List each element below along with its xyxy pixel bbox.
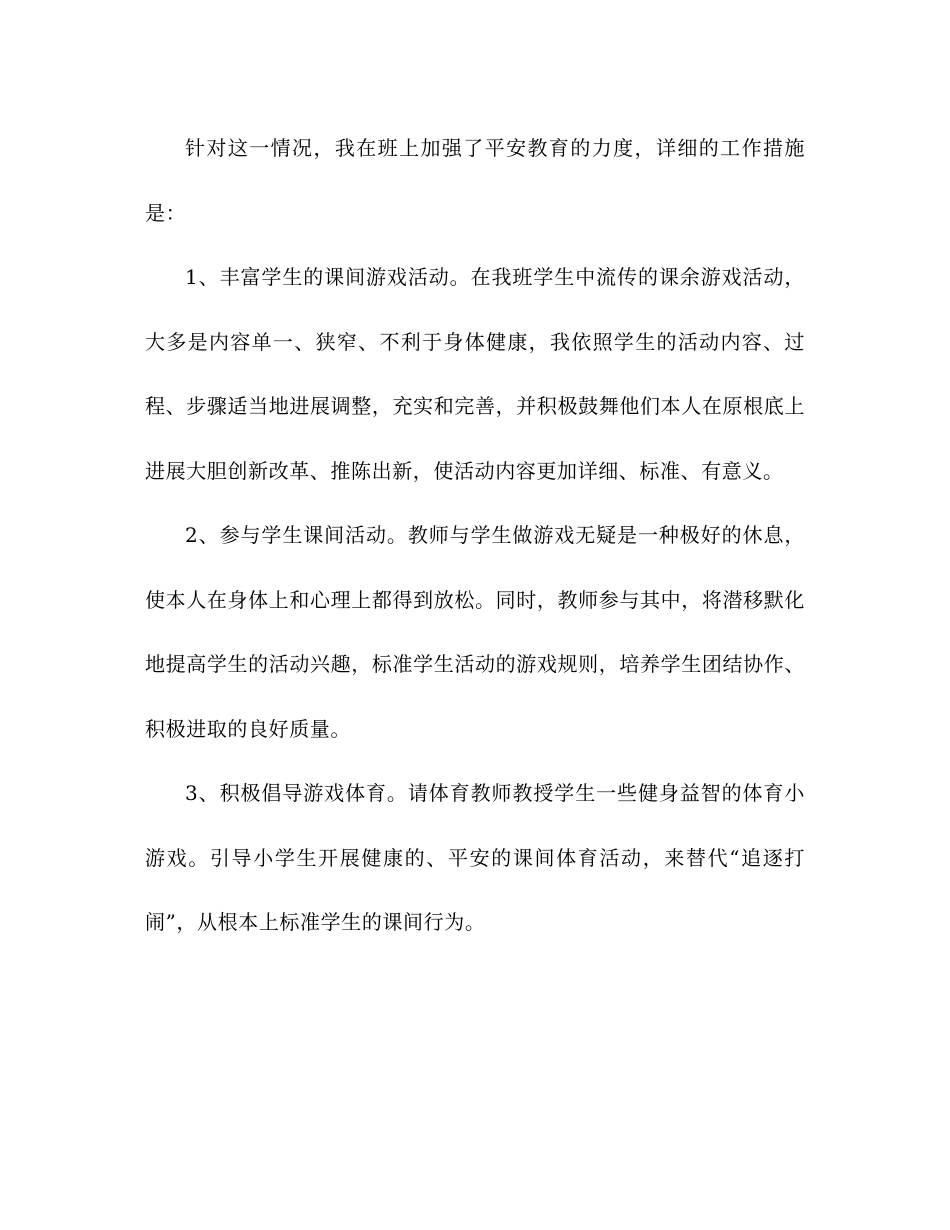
paragraph-item-1: 1、丰富学生的课间游戏活动。在我班学生中流传的课余游戏活动，大多是内容单一、狭窄、不利于身体健康，我依照学生的活动内容、过程、步骤适当地进展调整，充实和完善，并积极鼓舞他们本人在原根底上进展大胆创新改革、推陈出新，使活动内容更加详细、标准、有意义。 — [145, 265, 805, 483]
paragraph-item-3: 3、积极倡导游戏体育。请体育教师教授学生一些健身益智的体育小游戏。引导小学生开展健康的、平安的课间体育活动，来替代“追逐打闹”，从根本上标准学生的课间行为。 — [145, 781, 805, 934]
paragraph-item-2: 2、参与学生课间活动。教师与学生做游戏无疑是一种极好的休息，使本人在身体上和心理上都得到放松。同时，教师参与其中，将潜移默化地提高学生的活动兴趣，标准学生活动的游戏规则，培养学生团结协作、积极进取的良好质量。 — [145, 523, 805, 741]
document-body — [145, 116, 805, 955]
paragraph-intro: 针对这一情况，我在班上加强了平安教育的力度，详细的工作措施是： — [145, 136, 805, 225]
